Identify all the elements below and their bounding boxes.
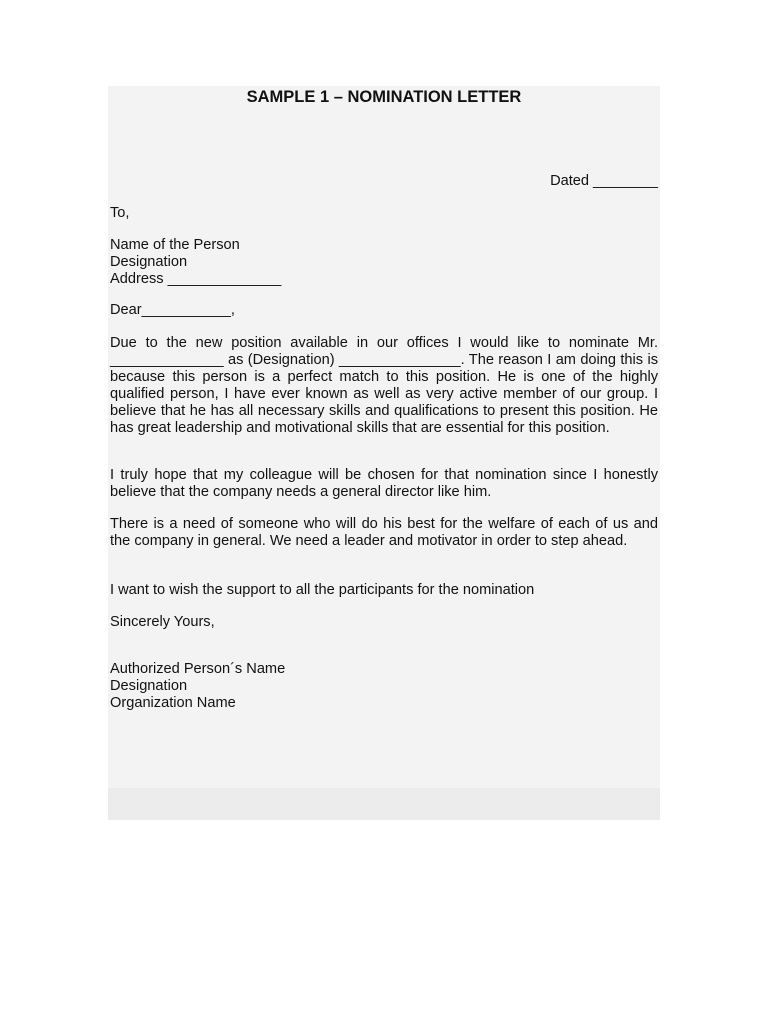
paragraph-need: There is a need of someone who will do his best for the welfare of each of us and the company in general. We need a leader and motivator in order to step ahead.	[110, 516, 658, 549]
closing: Sincerely Yours,	[110, 614, 215, 630]
signature-designation: Designation	[110, 678, 188, 694]
paragraph-support: I want to wish the support to all the participants for the nomination	[110, 582, 535, 598]
recipient-name: Name of the Person	[110, 237, 240, 253]
greeting: Dear___________,	[110, 302, 235, 318]
letter-title: SAMPLE 1 – NOMINATION LETTER	[246, 88, 522, 106]
signature-organization: Organization Name	[110, 695, 236, 711]
recipient-block	[110, 237, 658, 288]
dated-line: Dated ________	[550, 173, 658, 189]
signature-block	[110, 661, 658, 712]
paragraph-nomination: Due to the new position available in our offices I would like to nominate Mr. ______________ as (Designation) _______________. The reason I am doing this is because this person is a perfect match to this position. He is one of the highly qualified person, I have ever known as well as very active member of our group. I believe that he has all necessary skills and qualifications to present this position. He has great leadership and motivational skills that are essential for this position.	[110, 335, 658, 436]
nomination-letter	[110, 86, 658, 711]
page-bottom-band	[108, 788, 660, 820]
paragraph-hope: I truly hope that my colleague will be chosen for that nomination since I honestly believe that the company needs a general director like him.	[110, 467, 658, 500]
recipient-address: Address ______________	[110, 271, 282, 287]
salutation-to: To,	[110, 205, 130, 221]
signature-name: Authorized Person´s Name	[110, 661, 286, 677]
recipient-designation: Designation	[110, 254, 188, 270]
